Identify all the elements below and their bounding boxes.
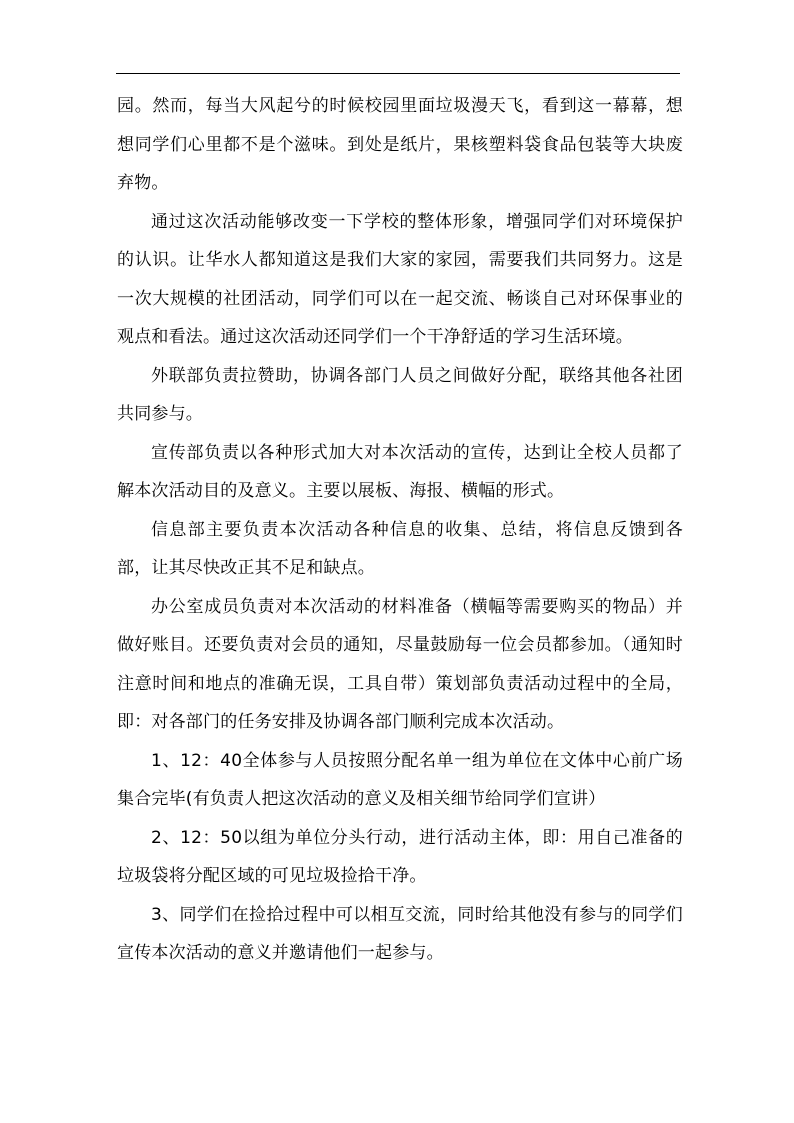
- paragraph-office-planning: 办公室成员负责对本次活动的材料准备（横幅等需要购买的物品）并做好账目。还要负责对会员的通知，尽量鼓励每一位会员都参加。（通知时注意时间和地点的准确无误，工具自带）策划部负责活动过程中的全局，即：对各部门的任务安排及协调各部门顺利完成本次活动。: [117, 596, 683, 732]
- paragraph-information-dept: 信息部主要负责本次活动各种信息的收集、总结，将信息反馈到各部，让其尽快改正其不足和缺点。: [117, 519, 683, 578]
- document-body: [117, 87, 683, 973]
- paragraph-step-3: 3、同学们在捡拾过程中可以相互交流，同时给其他没有参与的同学们宣传本次活动的意义并邀请他们一起参与。: [117, 904, 683, 963]
- paragraph-step-2: 2、12：50以组为单位分头行动，进行活动主体，即：用自己准备的垃圾袋将分配区域的可见垃圾捡拾干净。: [117, 827, 683, 886]
- paragraph-step-1: 1、12：40全体参与人员按照分配名单一组为单位在文体中心前广场集合完毕(有负责人把这次活动的意义及相关细节给同学们宣讲）: [117, 750, 683, 809]
- paragraph-outreach-dept: 外联部负责拉赞助，协调各部门人员之间做好分配，联络其他各社团共同参与。: [117, 365, 683, 424]
- paragraph-continuation: 园。然而，每当大风起兮的时候校园里面垃圾漫天飞，看到这一幕幕，想想同学们心里都不是个滋味。到处是纸片，果核塑料袋食品包装等大块废弃物。: [117, 96, 683, 193]
- header-rule: [116, 73, 680, 74]
- paragraph-publicity-dept: 宣传部负责以各种形式加大对本次活动的宣传，达到让全校人员都了解本次活动目的及意义。主要以展板、海报、横幅的形式。: [117, 442, 683, 501]
- paragraph-purpose: 通过这次活动能够改变一下学校的整体形象，增强同学们对环境保护的认识。让华水人都知道这是我们大家的家园，需要我们共同努力。这是一次大规模的社团活动，同学们可以在一起交流、畅谈自己对环保事业的观点和看法。通过这次活动还同学们一个干净舒适的学习生活环境。: [117, 211, 683, 347]
